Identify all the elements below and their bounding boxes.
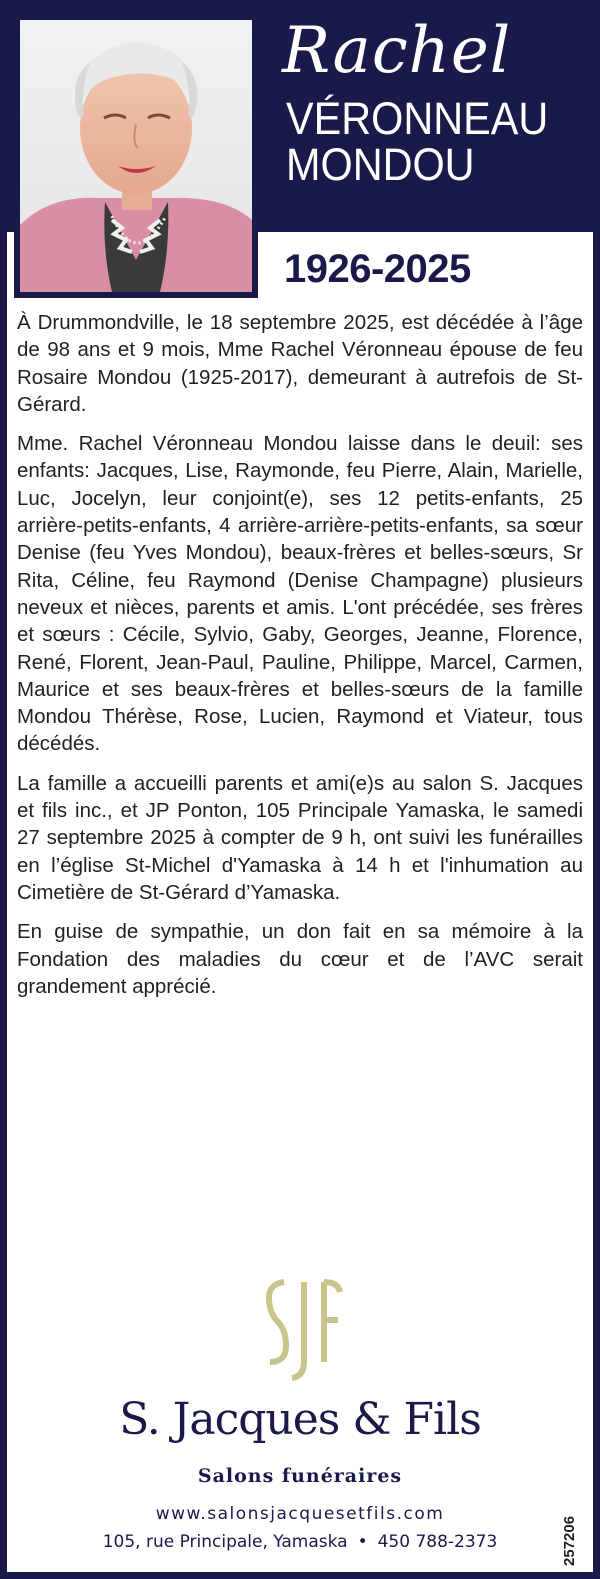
funeral-home-contact [0,1531,600,1553]
separator-dot: • [357,1532,368,1552]
paragraph-funeral: La famille a accueilli parents et ami(e)s au salon S. Jacques et fils inc., et JP Ponton, 105 Principale Yamaska, le samedi 27 septembre 2025 à compter de 9 h, ont suivi les funérailles en l’église St-Michel d'Yamaska à 14 h et l'inhumation au Cimetière de St-Gérard d’Yamaska. [17,771,583,904]
funeral-home-tagline: Salons funéraires [197,1465,403,1487]
first-name: Rachel [282,14,512,88]
obituary-text [17,309,583,1012]
sjf-logo-icon [264,1278,344,1382]
last-name-line-2: MONDOU [286,139,475,190]
funeral-home-phone[interactable]: 450 788-2373 [377,1532,498,1552]
paragraph-death-notice: À Drummondville, le 18 septembre 2025, est décédée à l’âge de 98 ans et 9 mois, Mme Rachel Véronneau épouse de feu Rosaire Mondou (1925-2017), demeurant à autrefois de St-Gérard. [17,311,583,416]
portrait-photo-icon [20,20,252,292]
funeral-home-address: 105, rue Principale, Yamaska [102,1532,348,1552]
funeral-home-name: S. Jacques & Fils [119,1394,481,1445]
last-name [286,93,549,190]
paragraph-family: Mme. Rachel Véronneau Mondou laisse dans le deuil: ses enfants: Jacques, Lise, Raymonde, feu Pierre, Alain, Marielle, Luc, Jocelyn, leur conjoint(e), ses 12 petits-enfants, 25 arrière-petits-enfants, 4 arrière-arrière-petits-enfants, sa sœur Denise (feu Yves Mondou), beaux-frères et belles-sœurs, Sr Rita, Céline, feu Raymond (Denise Champagne) plusieurs neveux et nièces, parents et amis. L'ont précédée, ses frères et sœurs : Cécile, Sylvio, Gaby, Georges, Jeanne, Florence, René, Florent, Jean-Paul, Pauline, Philippe, Marcel, Carmen, Maurice et ses beaux-frères et belles-sœurs de la famille Mondou Thérèse, Rose, Lucien, Raymond et Viateur, tous décédés. [17,432,583,756]
paragraph-donation: En guise de sympathie, un don fait en sa mémoire à la Fondation des maladies du cœur et de l’AVC serait grandement apprécié. [17,920,583,998]
last-name-line-1: VÉRONNEAU [286,93,549,144]
ad-number: 257206 [561,1515,578,1566]
portrait-photo [14,14,258,298]
funeral-home-website[interactable]: www.salonsjacquesetfils.com [155,1504,445,1524]
life-years: 1926-2025 [284,247,471,291]
